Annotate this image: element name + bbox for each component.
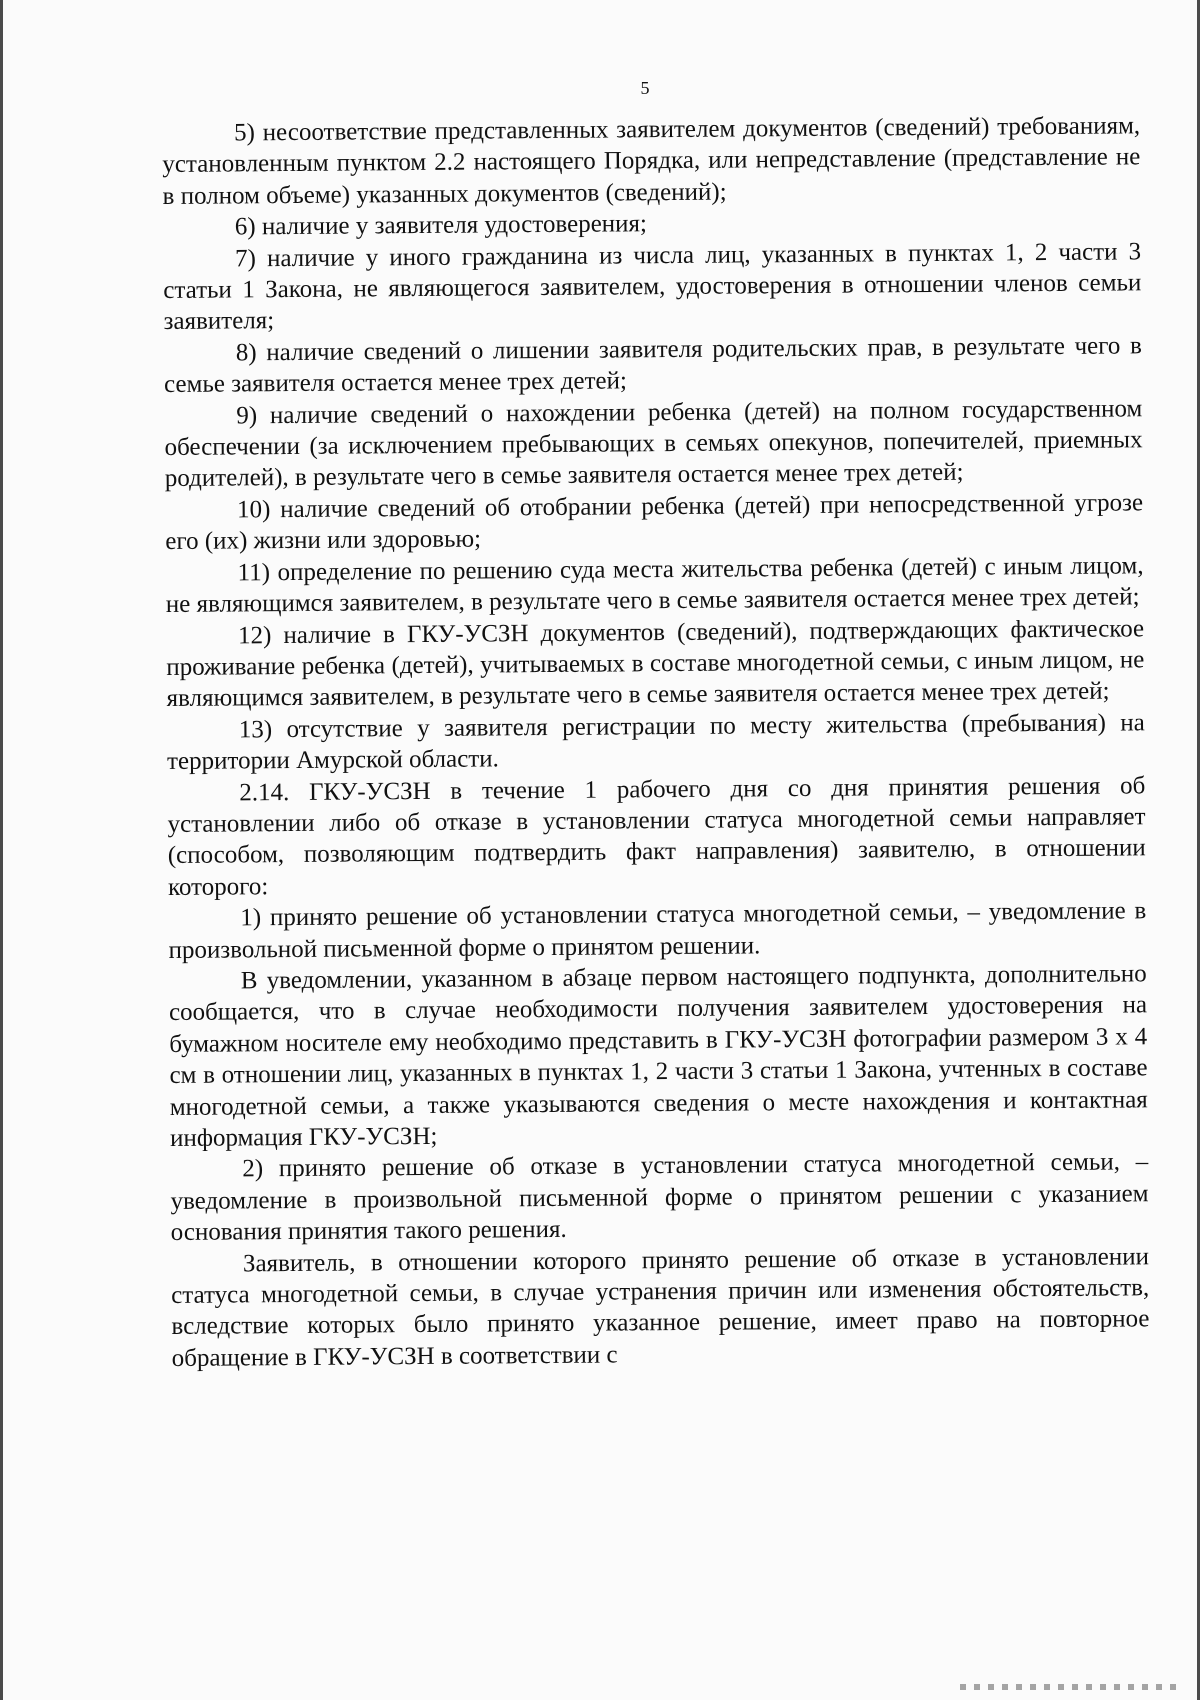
notification-details: В уведомлении, указанном в абзаце первом настоящего подпункта, дополнительно сообщается, что в случае необходимости получения заявителем удостоверения на бумажном носителе ему необходимо представить в ГКУ-УСЗН фотографии размером 3 х 4 см в отношении лиц, указанных в пунктах 1, 2 части 3 статьи 1 Закона, учтенных в составе многодетной семьи, а также указываются сведения о месте нахождения и контактная информация ГКУ-УСЗН; (168, 960, 1148, 1152)
clause-2-14: 2.14. ГКУ-УСЗН в течение 1 рабочего дня со дня принятия решения об установлении либо об отказе в установлении статуса многодетной семьи направляет (способом, позволяющим подтвердить факт направления) заявителю, в отношении которого: (167, 771, 1146, 901)
paragraph-item-10: 10) наличие сведений об отобрании ребенка (детей) при непосредственной угрозе его (их) жизни или здоровью; (165, 489, 1144, 556)
subclause-2: 2) принято решение об отказе в установлении статуса многодетной семьи, – уведомление в произвольной письменной форме о принятом решении с указанием основания принятия такого решения. (170, 1148, 1149, 1247)
paragraph-item-5: 5) несоответствие представленных заявителем документов (сведений) требованиям, установленным пунктом 2.2 настоящего Порядка, или непредставление (представление не в полном объеме) указанных документов (сведений); (162, 112, 1141, 210)
page-number: 5 (640, 78, 650, 98)
paragraph-item-6: 6) наличие у заявителя удостоверения; (234, 210, 648, 241)
paragraph-item-9: 9) наличие сведений о нахождении ребенка (детей) на полном государственном обеспечении (за исключением пребывающих в семьях опекунов, попечителей, приемных родителей), в результате чего в семье заявителя остается менее трех детей; (164, 394, 1143, 493)
paragraph-item-12: 12) наличие в ГКУ-УСЗН документов (сведений), подтверждающих фактическое проживание ребенка (детей), учитываемых в составе многодетной семьи, с иным лицом, не являющимся заявителем, в результате чего в семье заявителя остается менее трех детей; (166, 614, 1145, 713)
paragraph-item-11: 11) определение по решению суда места жительства ребенка (детей) с иным лицом, не являющимся заявителем, в результате чего в семье заявителя остается менее трех детей; (165, 551, 1144, 619)
paragraph-item-8: 8) наличие сведений о лишении заявителя родительских прав, в результате чего в семье заявителя остается менее трех детей; (163, 332, 1142, 399)
paragraph-item-13: 13) отсутствие у заявителя регистрации по месту жительства (пребывания) на территории Амурской области. (166, 709, 1145, 776)
scan-artifact-marks (960, 1684, 1180, 1690)
document-body (162, 110, 1150, 1374)
scan-left-edge (0, 0, 3, 1700)
repeat-application-paragraph: Заявитель, в отношении которого принято решение об отказе в установлении статуса многодетной семьи, в случае устранения причин или изменения обстоятельств, вследствие которых было принято указанное решение, имеет право на повторное обращение в ГКУ-УСЗН в соответствии с (171, 1242, 1150, 1372)
paragraph-item-7: 7) наличие у иного гражданина из числа лиц, указанных в пунктах 1, 2 части 3 статьи 1 Закона, не являющегося заявителем, удостоверения в отношении членов семьи заявителя; (163, 237, 1142, 336)
subclause-1: 1) принято решение об установлении статуса многодетной семьи, – уведомление в произвольной письменной форме о принятом решении. (168, 897, 1147, 964)
